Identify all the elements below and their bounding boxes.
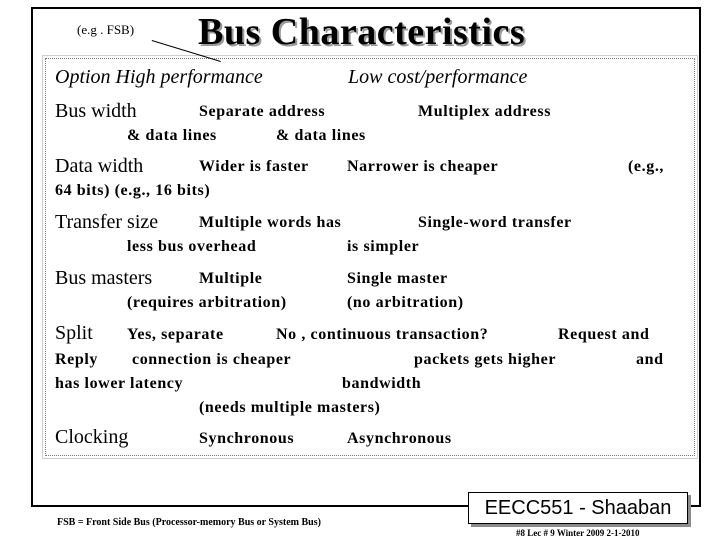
course-badge: EECC551 - Shaaban (468, 492, 688, 524)
bus-width-high-cont: & data lines (127, 127, 217, 144)
split-and: and (636, 351, 664, 368)
bus-width-high: Separate address (199, 103, 326, 120)
fsb-footnote: FSB = Front Side Bus (Processor-memory Bus or System Bus) (57, 517, 321, 528)
split-packets: packets gets higher (414, 351, 557, 368)
split-latency: has lower latency (55, 375, 184, 392)
data-width-high: Wider is faster (199, 158, 309, 175)
row-label-bus-width: Bus width (55, 100, 137, 122)
split-multiple-masters: (needs multiple masters) (199, 399, 381, 416)
split-bandwidth: bandwidth (342, 375, 422, 392)
bus-masters-high: Multiple (199, 270, 263, 287)
fsb-example-note: (e.g . FSB) (77, 22, 135, 37)
content-box (45, 58, 695, 456)
split-high-cont: connection is cheaper (132, 351, 292, 368)
bus-masters-low-cont: (no arbitration) (347, 294, 464, 311)
clocking-low: Asynchronous (347, 430, 452, 447)
clocking-high: Synchronous (199, 430, 295, 447)
split-reply: Reply (55, 351, 98, 368)
bus-width-low-cont: & data lines (276, 127, 366, 144)
transfer-size-low: Single-word transfer (418, 214, 572, 231)
header-low-cost: Low cost/performance (348, 66, 528, 88)
split-high: Yes, separate (127, 326, 224, 343)
row-label-data-width: Data width (55, 155, 144, 177)
transfer-size-low-cont: is simpler (347, 238, 420, 255)
row-label-bus-masters: Bus masters (55, 267, 153, 289)
lecture-info: #8 Lec # 9 Winter 2009 2-1-2010 (516, 528, 640, 538)
data-width-examples: 64 bits) (e.g., 16 bits) (55, 182, 211, 199)
header-high-performance: Option High performance (55, 66, 263, 88)
row-label-clocking: Clocking (55, 426, 129, 448)
transfer-size-high: Multiple words has (199, 214, 342, 231)
slide-title: Bus Characteristics (198, 11, 526, 53)
bus-masters-high-cont: (requires arbitration) (127, 294, 287, 311)
bus-width-low: Multiplex address (418, 103, 552, 120)
bus-masters-low: Single master (347, 270, 448, 287)
row-label-split: Split (55, 322, 93, 344)
data-width-eg: (e.g., (628, 158, 665, 175)
data-width-low: Narrower is cheaper (347, 158, 499, 175)
split-low: No , continuous transaction? (276, 326, 489, 343)
row-label-transfer-size: Transfer size (55, 211, 159, 233)
transfer-size-high-cont: less bus overhead (127, 238, 257, 255)
split-request: Request and (558, 326, 650, 343)
